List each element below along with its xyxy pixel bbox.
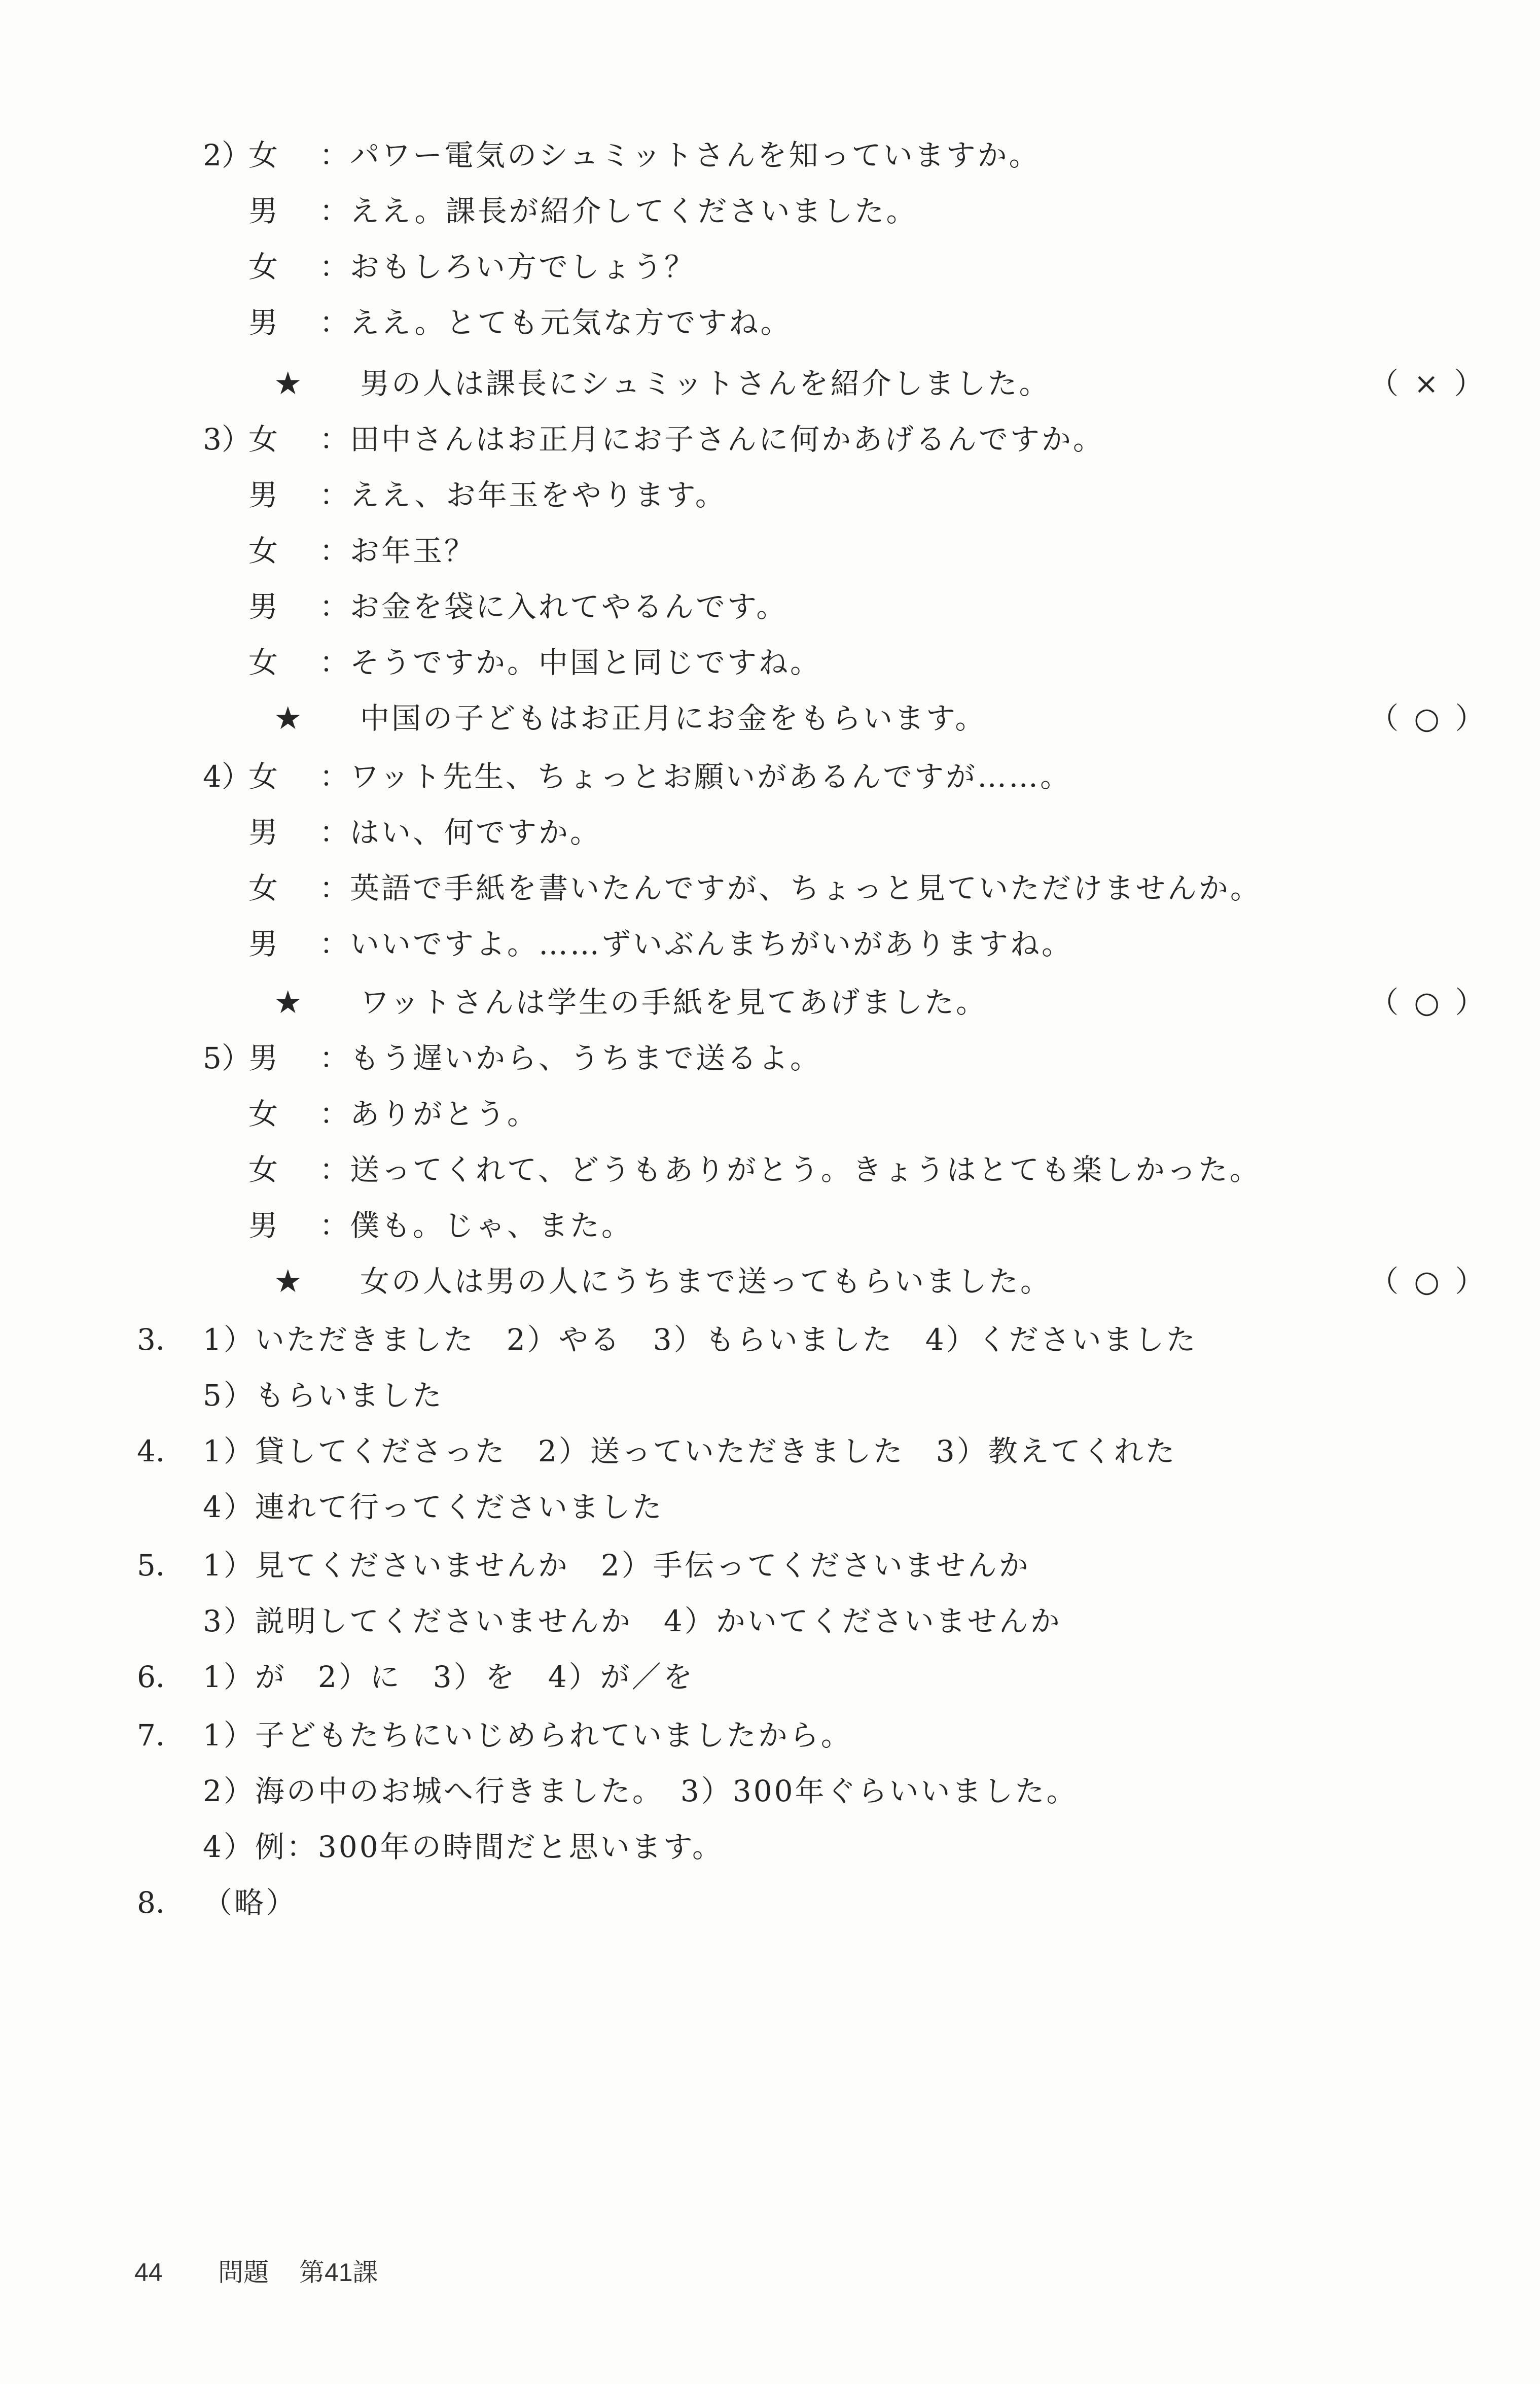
colon: ： — [319, 422, 349, 457]
dialogue-3-line-1 — [0, 411, 1540, 468]
section-text: （略） — [203, 1885, 298, 1920]
section-text: 4）連れて行ってくださいました — [203, 1490, 664, 1524]
colon: ： — [319, 478, 349, 512]
speaker: 男 — [248, 478, 278, 512]
dialogue-5-line-2 — [0, 1085, 1540, 1142]
dialogue-3-line-3 — [0, 522, 1540, 579]
speaker: 女 — [248, 871, 278, 905]
dialogue-number: 4） — [203, 759, 251, 794]
speaker: 男 — [248, 589, 278, 624]
dialogue-text: ええ。課長が紹介してくださいました。 — [350, 194, 918, 228]
statement-text: 男の人は課長にシュミットさんを紹介しました。 — [360, 366, 1051, 401]
colon: ： — [319, 250, 349, 284]
answer-mark: （ ○ ） — [1369, 985, 1488, 1020]
speaker: 男 — [248, 194, 278, 228]
dialogue-5-line-3 — [0, 1141, 1540, 1198]
section-3-line-1 — [0, 1311, 1540, 1368]
speaker: 男 — [248, 1041, 278, 1075]
section-5-line-2 — [0, 1593, 1540, 1650]
star-icon: ★ — [274, 365, 302, 402]
page-number: 44 — [134, 2258, 163, 2287]
colon: ： — [319, 589, 349, 624]
dialogue-text: 僕も。じゃ、また。 — [350, 1208, 633, 1243]
section-number: 5． — [137, 1548, 185, 1583]
dialogue-2-line-4 — [0, 294, 1540, 351]
star-icon: ★ — [274, 984, 302, 1021]
speaker: 男 — [248, 1208, 278, 1243]
dialogue-4-line-1 — [0, 748, 1540, 805]
statement-text: ワットさんは学生の手紙を見てあげました。 — [360, 985, 988, 1020]
section-text: 5）もらいました — [203, 1378, 444, 1413]
speaker: 女 — [248, 422, 278, 457]
section-text: 1）子どもたちにいじめられていましたから。 — [203, 1718, 852, 1752]
section-5-line-1 — [0, 1537, 1540, 1594]
colon: ： — [319, 815, 349, 850]
dialogue-text: おもしろい方でしょう？ — [350, 250, 696, 284]
speaker: 女 — [248, 250, 278, 284]
dialogue-text: お年玉？ — [350, 534, 476, 568]
colon: ： — [319, 1208, 349, 1243]
section-text: 1）いただきました 2）やる 3）もらいました 4）くださいました — [203, 1322, 1198, 1357]
dialogue-3-line-5 — [0, 634, 1540, 691]
section-number: 6． — [137, 1660, 185, 1694]
dialogue-2-line-2 — [0, 183, 1540, 239]
dialogue-text: はい、何ですか。 — [350, 815, 602, 850]
section-3-line-2 — [0, 1367, 1540, 1424]
dialogue-text: パワー電気のシュミットさんを知っていますか。 — [350, 138, 1041, 172]
section-text: 1）見てくださいませんか 2）手伝ってくださいませんか — [203, 1548, 1030, 1583]
speaker: 女 — [248, 1152, 278, 1187]
colon: ： — [319, 1041, 349, 1075]
section-text: 1）貸してくださった 2）送っていただきました 3）教えてくれた — [203, 1434, 1177, 1468]
dialogue-5-line-4 — [0, 1197, 1540, 1254]
speaker: 女 — [248, 138, 278, 172]
footer-lesson: 第41課 — [299, 2258, 378, 2287]
colon: ： — [319, 194, 349, 228]
colon: ： — [319, 1152, 349, 1187]
section-text: 2）海の中のお城へ行きました。 3）300年ぐらいいました。 — [203, 1774, 1078, 1808]
answer-mark: （ × ） — [1369, 366, 1487, 401]
dialogue-number: 3） — [203, 422, 251, 457]
dialogue-text: ありがとう。 — [350, 1097, 539, 1131]
colon: ： — [319, 759, 349, 794]
footer-label: 問題 — [218, 2258, 269, 2287]
dialogue-text: 田中さんはお正月にお子さんに何かあげるんですか。 — [350, 422, 1105, 457]
section-number: 8． — [137, 1885, 185, 1920]
answer-mark: （ ○ ） — [1369, 701, 1488, 735]
section-text: 1）が 2）に 3）を 4）が／を — [203, 1660, 695, 1694]
section-7-line-3 — [0, 1818, 1540, 1875]
section-8-line-1 — [0, 1874, 1540, 1931]
dialogue-text: ええ、お年玉をやります。 — [350, 478, 727, 512]
section-number: 3． — [137, 1322, 185, 1357]
dialogue-text: いいですよ。……ずいぶんまちがいがありますね。 — [350, 927, 1073, 961]
section-4-line-1 — [0, 1423, 1540, 1480]
colon: ： — [319, 927, 349, 961]
statement-text: 中国の子どもはお正月にお金をもらいます。 — [360, 701, 987, 735]
statement-text: 女の人は男の人にうちまで送ってもらいました。 — [360, 1264, 1052, 1299]
section-text: 4）例：300年の時間だと思います。 — [203, 1830, 724, 1864]
dialogue-text: もう遅いから、うちまで送るよ。 — [350, 1041, 822, 1075]
answer-mark: （ ○ ） — [1369, 1264, 1488, 1299]
dialogue-text: そうですか。中国と同じですね。 — [350, 645, 822, 680]
colon: ： — [319, 305, 349, 340]
dialogue-text: ワット先生、ちょっとお願いがあるんですが……。 — [350, 759, 1072, 794]
speaker: 女 — [248, 1097, 278, 1131]
section-text: 3）説明してくださいませんか 4）かいてくださいませんか — [203, 1604, 1062, 1638]
dialogue-5-statement — [0, 1253, 1540, 1310]
speaker: 男 — [248, 815, 278, 850]
section-4-line-2 — [0, 1479, 1540, 1535]
section-number: 7． — [137, 1718, 185, 1752]
star-icon: ★ — [274, 699, 302, 737]
dialogue-4-line-3 — [0, 860, 1540, 917]
colon: ： — [319, 871, 349, 905]
star-icon: ★ — [274, 1263, 302, 1300]
colon: ： — [319, 1097, 349, 1131]
speaker: 女 — [248, 534, 278, 568]
speaker: 女 — [248, 759, 278, 794]
dialogue-text: ええ。とても元気な方ですね。 — [350, 305, 792, 340]
dialogue-3-line-2 — [0, 467, 1540, 523]
section-number: 4． — [137, 1434, 185, 1468]
colon: ： — [319, 138, 349, 172]
dialogue-3-statement — [0, 690, 1540, 747]
dialogue-text: 英語で手紙を書いたんですが、ちょっと見ていただけませんか。 — [350, 871, 1262, 905]
section-6-line-1 — [0, 1649, 1540, 1705]
section-7-line-2 — [0, 1763, 1540, 1819]
dialogue-2-line-1 — [0, 127, 1540, 184]
dialogue-number: 5） — [203, 1041, 251, 1075]
colon: ： — [319, 645, 349, 680]
speaker: 男 — [248, 305, 278, 340]
speaker: 男 — [248, 927, 278, 961]
section-7-line-1 — [0, 1707, 1540, 1764]
dialogue-2-statement — [0, 355, 1540, 412]
dialogue-4-line-4 — [0, 916, 1540, 972]
dialogue-4-line-2 — [0, 804, 1540, 861]
dialogue-text: 送ってくれて、どうもありがとう。きょうはとても楽しかった。 — [350, 1152, 1261, 1187]
dialogue-5-line-1 — [0, 1030, 1540, 1086]
dialogue-number: 2） — [203, 138, 251, 172]
dialogue-3-line-4 — [0, 578, 1540, 635]
colon: ： — [319, 534, 349, 568]
dialogue-2-line-3 — [0, 238, 1540, 295]
dialogue-4-statement — [0, 974, 1540, 1031]
dialogue-text: お金を袋に入れてやるんです。 — [350, 589, 788, 624]
speaker: 女 — [248, 645, 278, 680]
